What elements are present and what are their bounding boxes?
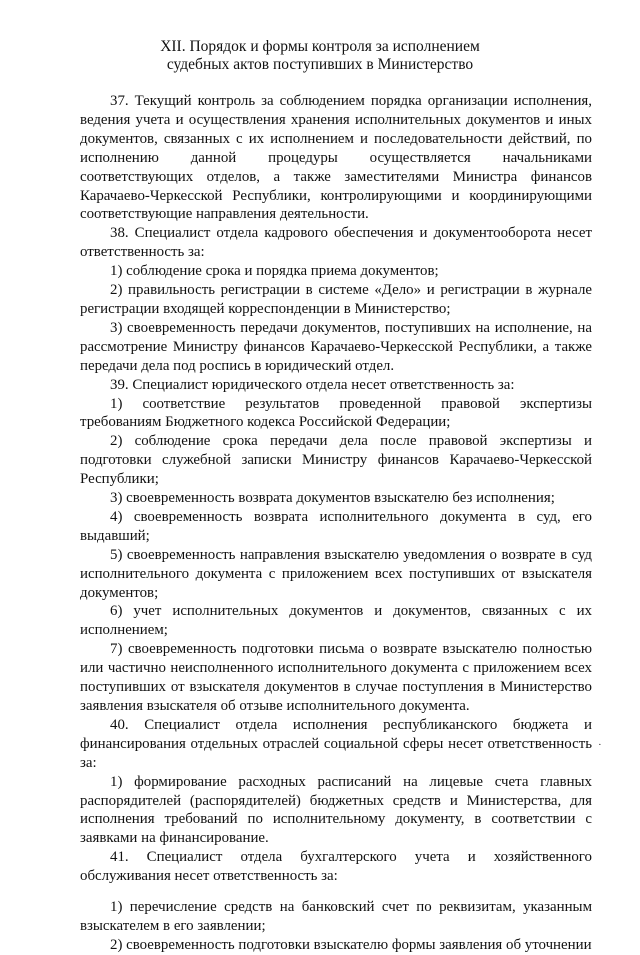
paragraph-41-item-2: 2) своевременность подготовки взыскателю формы заявления об уточнении [110,936,592,953]
paragraph-39-item-1: 1) соответствие результатов проведенной правовой экспертизы требованиям Бюджетного кодекса Российской Федерации; [80,395,592,431]
section-title-line-1: XII. Порядок и формы контроля за исполнением [160,38,480,55]
paragraph-39-item-2: 2) соблюдение срока передачи дела после правовой экспертизы и подготовки служебной записки Министру финансов Карачаево-Черкесской Республики; [80,433,592,488]
paragraph-41: 41. Специалист отдела бухгалтерского учета и хозяйственного обслуживания несет ответственность за: [80,849,592,885]
paragraph-39-item-7: 7) своевременность подготовки письма о возврате взыскателю полностью или частично неисполненного исполнительного документа с приложением всех поступивших от взыскателя документов в случае поступления в Министерство заявления взыскателя об отзыве исполнительного документа. [80,641,592,714]
paragraph-37: 37. Текущий контроль за соблюдением порядка организации исполнения, ведения учета и осуществления хранения исполнительных документов и иных документов, связанных с их исполнением и последовательности действий, по исполнению данной процедуры осуществляется начальниками соответствующих отделов, а также заместителями Министра финансов Карачаево-Черкесской Республики, контролирующими и координирующими соответствующие направления деятельности. [80,93,592,223]
paragraph-39-item-3: 3) своевременность возврата документов взыскателю без исполнения; [110,490,555,507]
paragraph-38-item-1: 1) соблюдение срока и порядка приема документов; [110,263,439,280]
section-heading [60,38,580,74]
paragraph-38-item-2: 2) правильность регистрации в системе «Дело» и регистрации в журнале регистрации входящей корреспонденции в Министерство; [80,282,592,317]
paragraph-41-item-1: 1) перечисление средств на банковский счет по реквизитам, указанным взыскателем в его заявлении; [80,899,592,934]
margin-mark: · [598,739,602,751]
section-title-line-2: судебных актов поступивших в Министерство [166,56,474,73]
document-body [80,92,592,955]
paragraph-39-item-5: 5) своевременность направления взыскателю уведомления о возврате в суд исполнительного документа с приложением всех поступивших от взыскателя документов; [80,546,592,601]
paragraph-39: 39. Специалист юридического отдела несет ответственность за: [110,376,515,393]
paragraph-39-item-4: 4) своевременность возврата исполнительного документа в суд, его выдавший; [80,508,592,544]
paragraph-39-item-6: 6) учет исполнительных документов и документов, связанных с их исполнением; [80,603,592,639]
paragraph-38-item-3: 3) своевременность передачи документов, поступивших на исполнение, на рассмотрение Министру финансов Карачаево-Черкесской Республики, а также передачи дела под роспись в юридический отдел. [80,319,592,374]
paragraph-40: 40. Специалист отдела исполнения республиканского бюджета и финансирования отдельных отраслей социальной сферы несет ответственность за: [80,716,592,771]
paragraph-40-item-1: 1) формирование расходных расписаний на лицевые счета главных распорядителей (распорядителей) бюджетных средств и Министерства, для исполнения требований по исполнительному документу, в соответствии с заявками на финансирование. [80,773,592,847]
paragraph-38: 38. Специалист отдела кадрового обеспечения и документооборота несет ответственность за: [80,225,592,261]
